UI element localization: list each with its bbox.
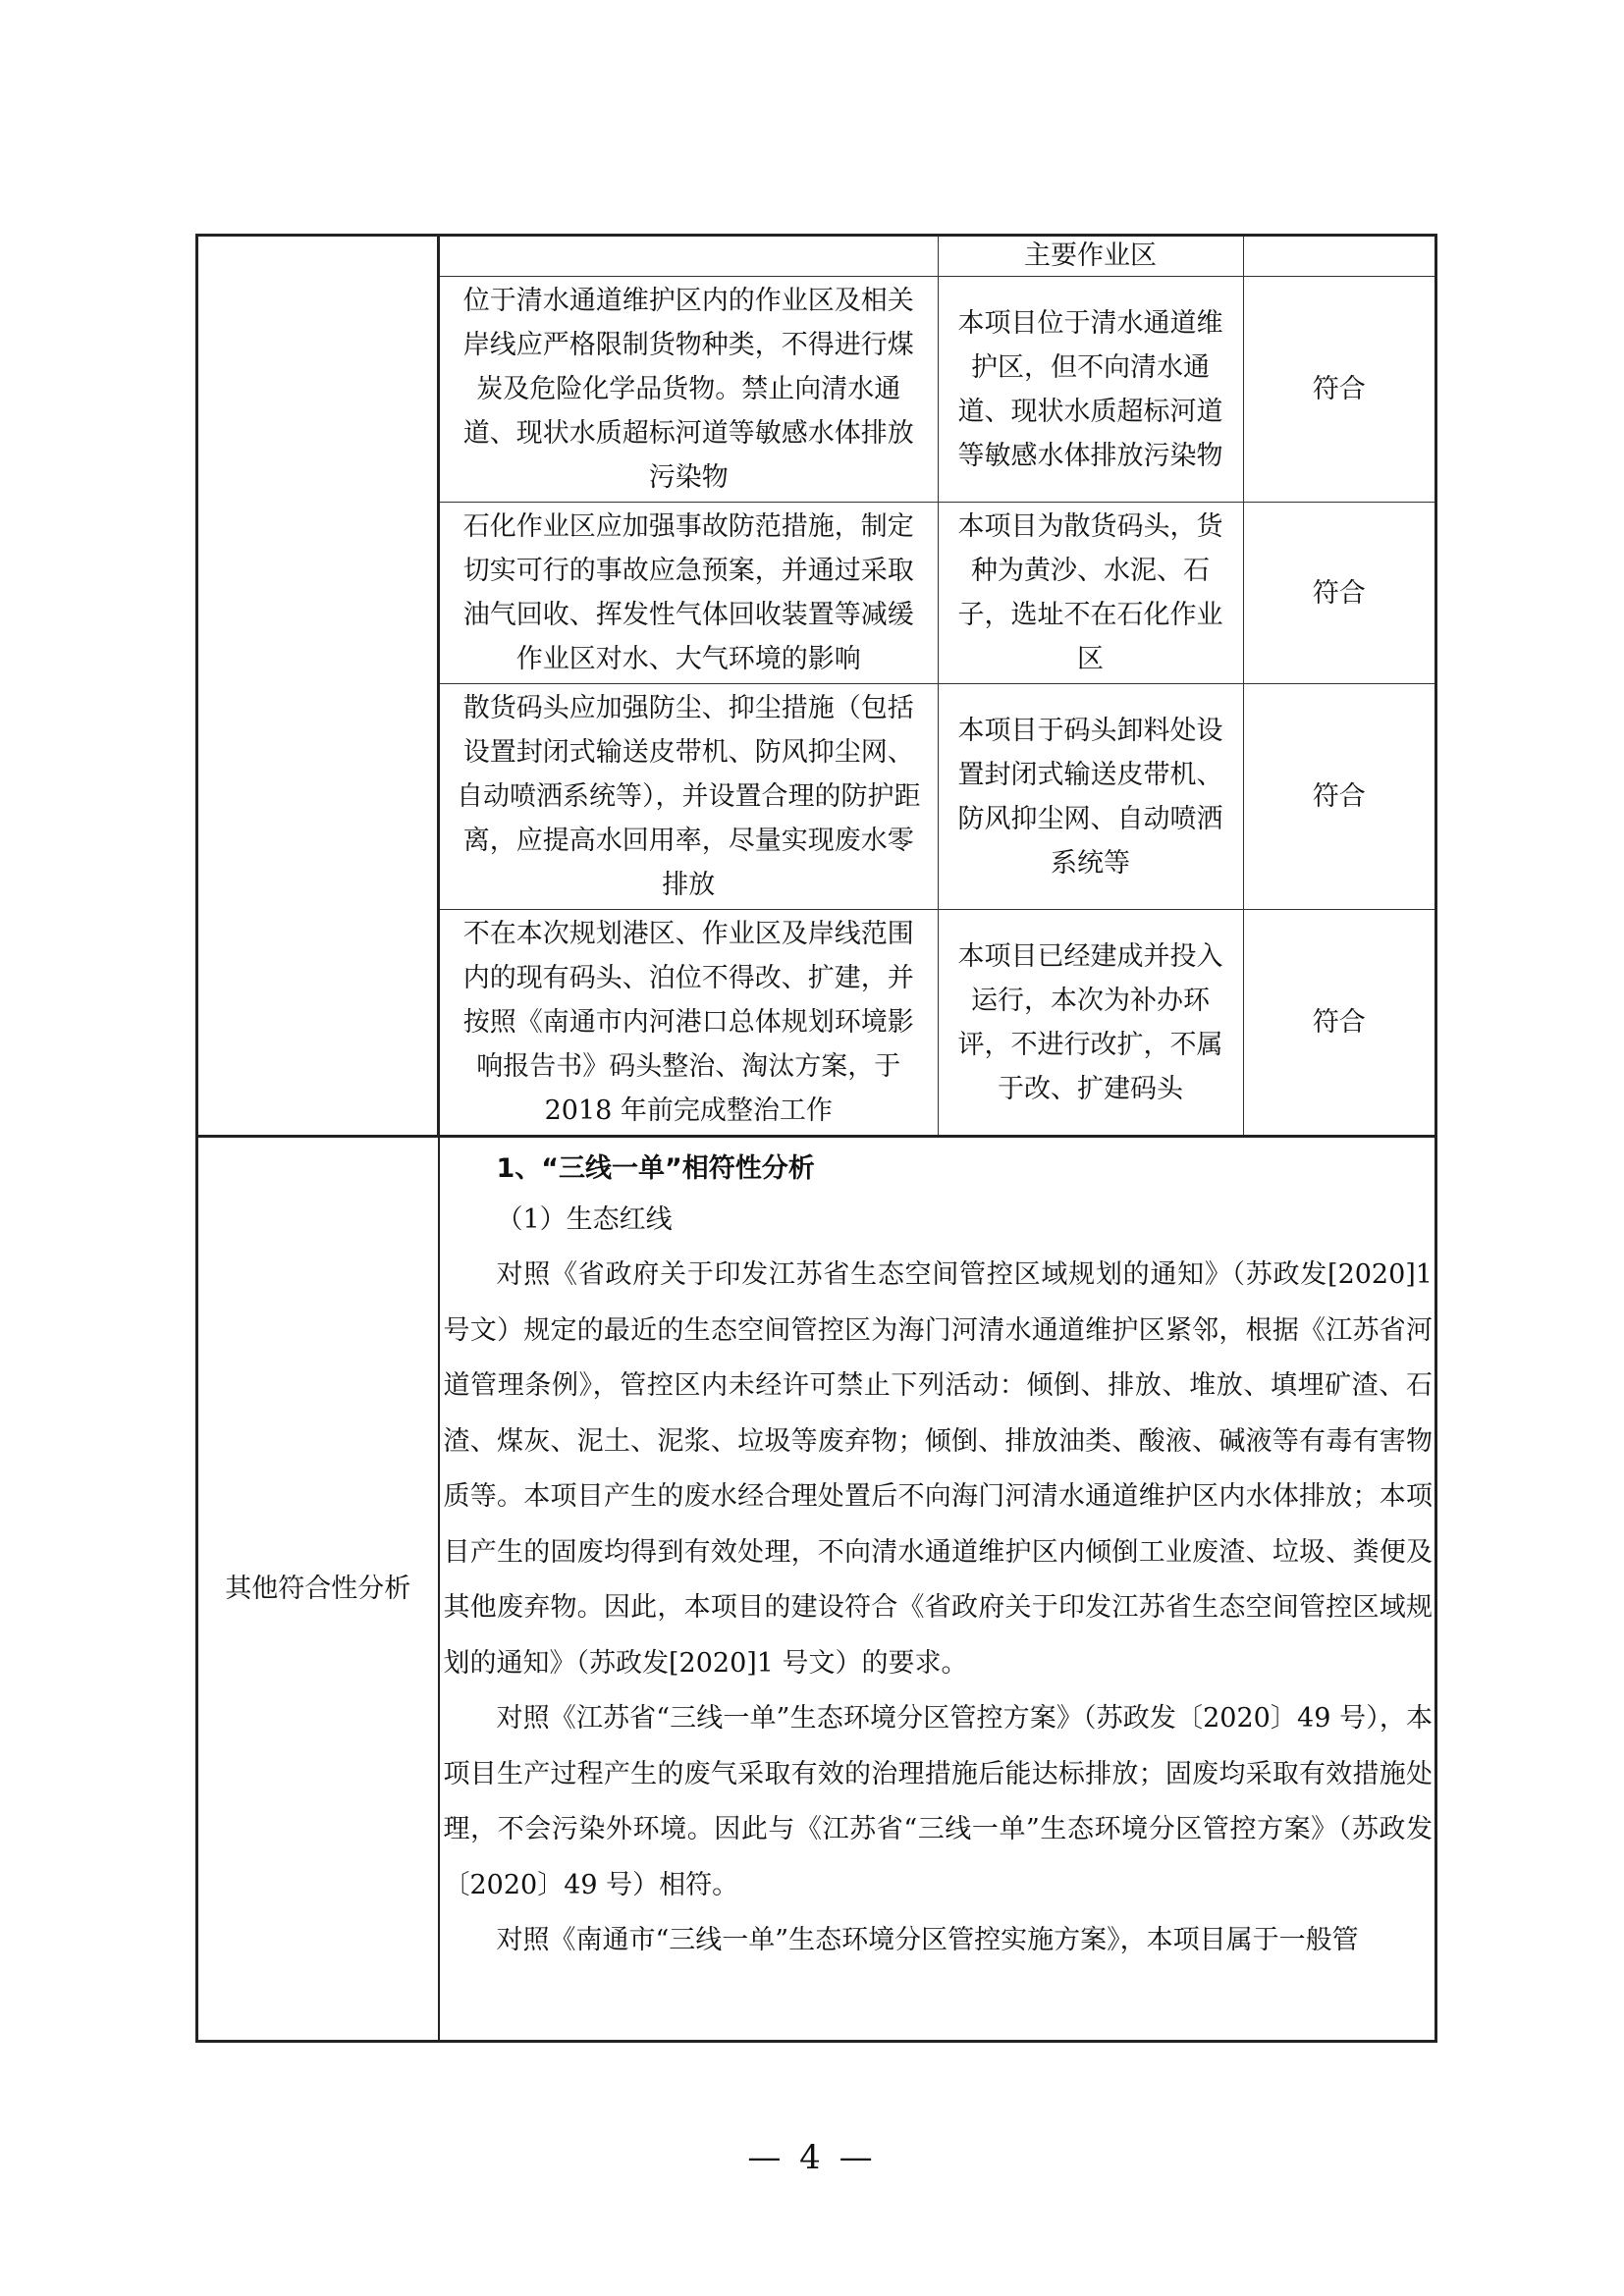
header-project-col: 主要作业区: [938, 237, 1243, 277]
header-result-empty: [1243, 237, 1435, 277]
compliance-table: [440, 237, 1435, 1135]
section-heading: 1、“三线一单”相符性分析: [496, 1153, 815, 1184]
section-subheading: （1）生态红线: [496, 1204, 673, 1235]
compliance-header-row: [440, 237, 1435, 277]
project-cell: 本项目于码头卸料处设置封闭式输送皮带机、防风抑尘网、自动喷洒系统等: [938, 684, 1243, 910]
project-cell: 本项目已经建成并投入运行，本次为补办环评，不进行改扩，不属于改、扩建码头: [938, 910, 1243, 1136]
compliance-row: [440, 503, 1435, 684]
compliance-row: [440, 684, 1435, 910]
compliance-row: [440, 910, 1435, 1136]
result-cell: 符合: [1243, 503, 1435, 684]
left-empty-cell: [197, 236, 439, 1137]
other-analysis-content: [439, 1137, 1436, 2042]
report-table: [195, 234, 1437, 2043]
project-cell: 本项目位于清水通道维护区，但不向清水通道、现状水质超标河道等敏感水体排放污染物: [938, 277, 1243, 503]
other-analysis-label: 其他符合性分析: [225, 1573, 411, 1604]
result-cell: 符合: [1243, 910, 1435, 1136]
requirement-cell: 石化作业区应加强事故防范措施，制定切实可行的事故应急预案，并通过采取油气回收、挥发性气体回收装置等减缓作业区对水、大气环境的影响: [440, 503, 938, 684]
paragraph: 对照《省政府关于印发江苏省生态空间管控区域规划的通知》（苏政发[2020]1 号文）规定的最近的生态空间管控区为海门河清水通道维护区紧邻，根据《江苏省河道管理条例》，管控区内未经许可禁止下列活动：倾倒、排放、堆放、填埋矿渣、石渣、煤灰、泥土、泥浆、垃圾等废弃物；倾倒、排放油类、酸液、碱液等有毒有害物质等。本项目产生的废水经合理处置后不向海门河清水通道维护区内水体排放；本项目产生的固废均得到有效处理，不向清水通道维护区内倾倒工业废渣、垃圾、粪便及其他废弃物。因此，本项目的建设符合《省政府关于印发江苏省生态空间管控区域规划的通知》（苏政发[2020]1 号文）的要求。: [443, 1259, 1433, 1679]
requirement-cell: 不在本次规划港区、作业区及岸线范围内的现有码头、泊位不得改、扩建，并按照《南通市内河港口总体规划环境影响报告书》码头整治、淘汰方案，于 2018 年前完成整治工作: [440, 910, 938, 1136]
paragraph: 对照《江苏省“三线一单”生态环境分区管控方案》（苏政发〔2020〕49 号），本项目生产过程产生的废气采取有效的治理措施后能达标排放；固废均采取有效措施处理，不会污染外环境。因此与《江苏省“三线一单”生态环境分区管控方案》（苏政发〔2020〕49 号）相符。: [443, 1703, 1433, 1900]
result-cell: 符合: [1243, 277, 1435, 503]
paragraph: 对照《南通市“三线一单”生态环境分区管控实施方案》，本项目属于一般管: [496, 1925, 1359, 1955]
requirement-cell: 散货码头应加强防尘、抑尘措施（包括设置封闭式输送皮带机、防风抑尘网、自动喷洒系统等），并设置合理的防护距离，应提高水回用率，尽量实现废水零排放: [440, 684, 938, 910]
page-number: — 4 —: [747, 2138, 877, 2177]
requirement-cell: 位于清水通道维护区内的作业区及相关岸线应严格限制货物种类，不得进行煤炭及危险化学品货物。禁止向清水通道、现状水质超标河道等敏感水体排放污染物: [440, 277, 938, 503]
header-empty: [440, 237, 938, 277]
compliance-row: [440, 277, 1435, 503]
project-cell: 本项目为散货码头，货种为黄沙、水泥、石子，选址不在石化作业区: [938, 503, 1243, 684]
other-analysis-label-cell: [197, 1137, 439, 2042]
compliance-table-cell: [439, 236, 1436, 1137]
result-cell: 符合: [1243, 684, 1435, 910]
